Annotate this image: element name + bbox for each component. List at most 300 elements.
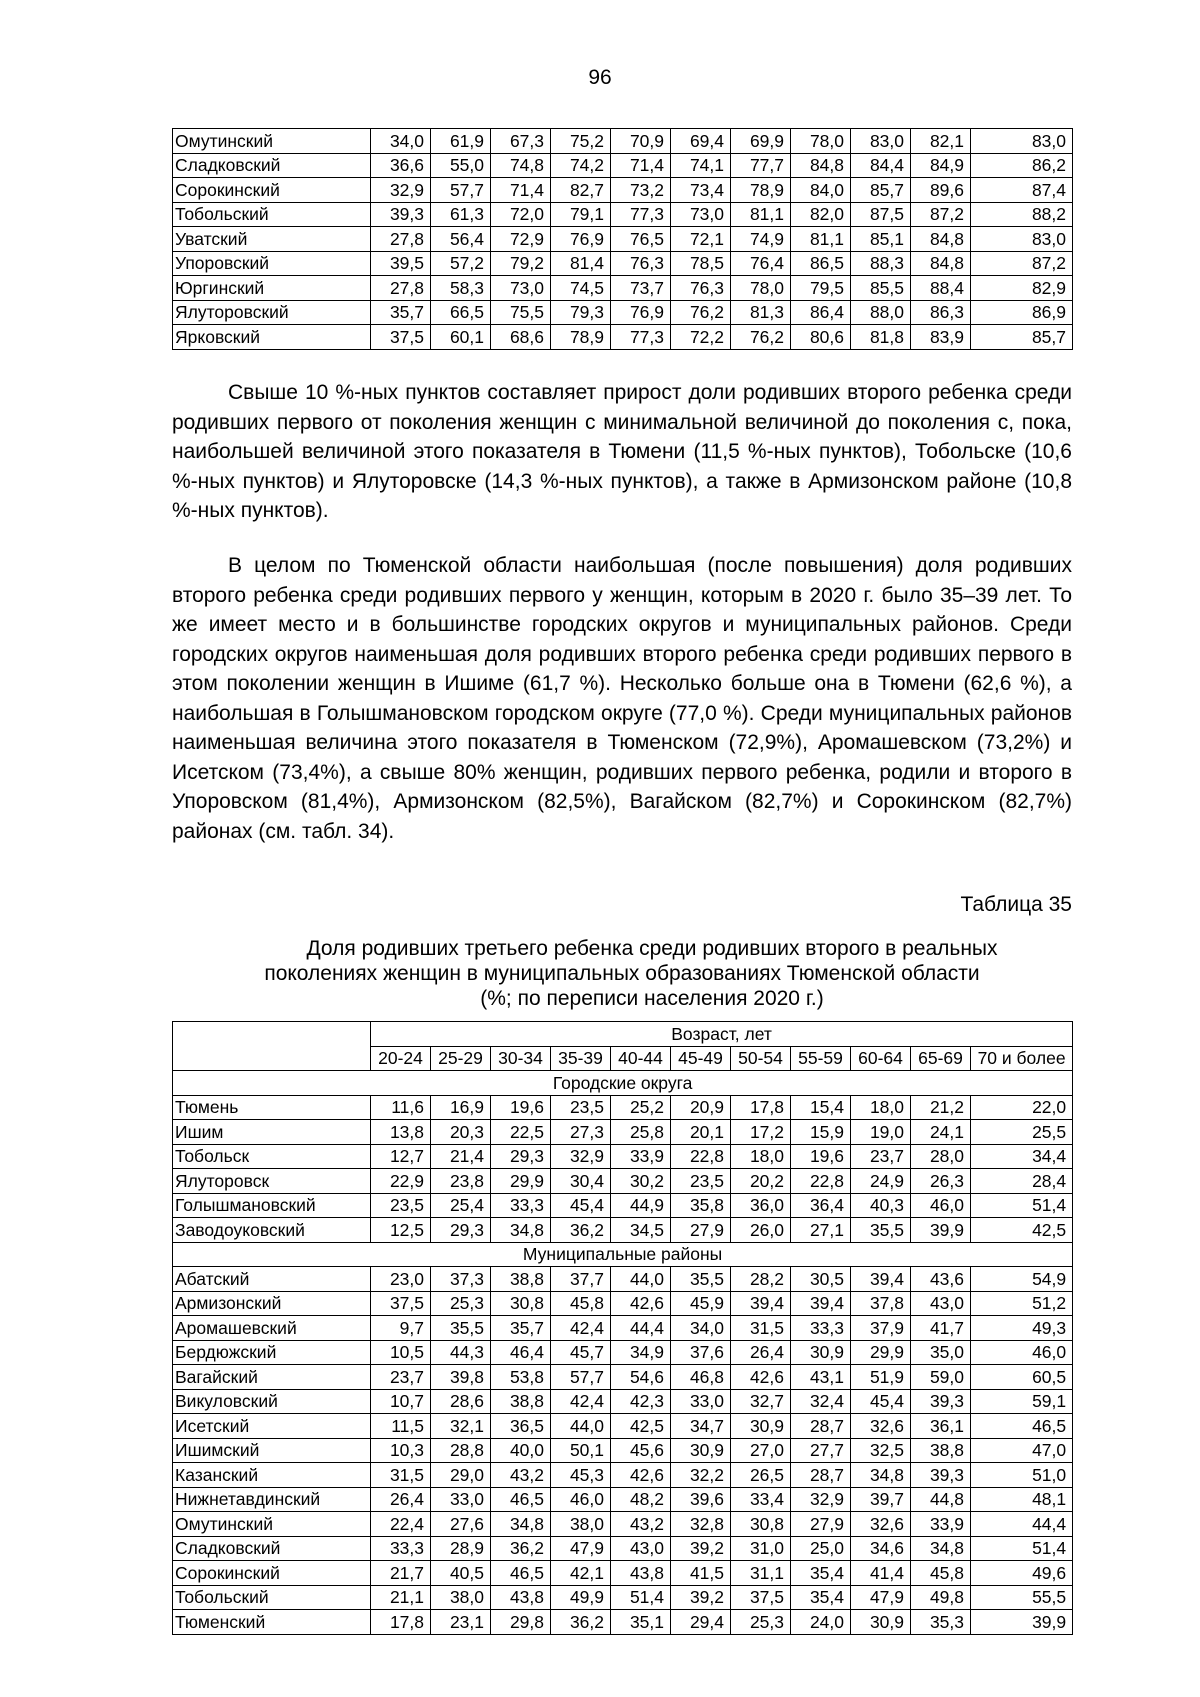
value-cell: 31,1 [731,1561,791,1586]
value-cell: 40,0 [491,1438,551,1463]
value-cell: 48,2 [611,1487,671,1512]
table-row [173,1561,1073,1586]
value-cell: 49,8 [911,1585,971,1610]
value-cell: 45,9 [671,1291,731,1316]
value-cell: 51,0 [971,1463,1073,1488]
value-cell: 39,8 [431,1365,491,1390]
value-cell: 36,0 [731,1193,791,1218]
value-cell: 72,0 [491,202,551,227]
value-cell: 43,8 [491,1585,551,1610]
value-cell: 37,6 [671,1340,731,1365]
value-cell: 44,9 [611,1193,671,1218]
value-cell: 74,8 [491,153,551,178]
value-cell: 33,3 [791,1316,851,1341]
value-cell: 28,7 [791,1463,851,1488]
table-row [173,276,1073,301]
value-cell: 76,3 [671,276,731,301]
value-cell: 30,4 [551,1169,611,1194]
row-label: Ялуторовский [173,300,371,325]
table-row [173,1267,1073,1292]
column-header: 60-64 [851,1046,911,1071]
value-cell: 22,5 [491,1120,551,1145]
column-header: 70 и более [971,1046,1073,1071]
column-header: 65-69 [911,1046,971,1071]
column-header: 25-29 [431,1046,491,1071]
value-cell: 51,9 [851,1365,911,1390]
value-cell: 25,8 [611,1120,671,1145]
value-cell: 32,5 [851,1438,911,1463]
value-cell: 77,7 [731,153,791,178]
value-cell: 86,2 [971,153,1073,178]
value-cell: 46,0 [911,1193,971,1218]
value-cell: 32,4 [791,1389,851,1414]
value-cell: 28,4 [971,1169,1073,1194]
value-cell: 33,3 [371,1536,431,1561]
value-cell: 73,2 [611,178,671,203]
table-row [173,1512,1073,1537]
value-cell: 33,0 [431,1487,491,1512]
value-cell: 11,6 [371,1095,431,1120]
value-cell: 37,5 [371,325,431,350]
value-cell: 34,8 [491,1512,551,1537]
value-cell: 84,0 [791,178,851,203]
value-cell: 46,5 [971,1414,1073,1439]
value-cell: 35,5 [851,1218,911,1243]
value-cell: 49,3 [971,1316,1073,1341]
value-cell: 39,2 [671,1585,731,1610]
value-cell: 20,2 [731,1169,791,1194]
value-cell: 83,0 [851,129,911,154]
section-row [173,1242,1073,1267]
value-cell: 85,7 [971,325,1073,350]
value-cell: 24,0 [791,1610,851,1635]
value-cell: 23,5 [671,1169,731,1194]
value-cell: 46,4 [491,1340,551,1365]
value-cell: 42,6 [611,1463,671,1488]
value-cell: 39,3 [911,1463,971,1488]
value-cell: 44,0 [611,1267,671,1292]
value-cell: 88,0 [851,300,911,325]
table-row [173,300,1073,325]
value-cell: 32,9 [791,1487,851,1512]
value-cell: 60,1 [431,325,491,350]
value-cell: 19,6 [491,1095,551,1120]
value-cell: 44,4 [971,1512,1073,1537]
value-cell: 20,9 [671,1095,731,1120]
value-cell: 84,8 [911,227,971,252]
value-cell: 36,2 [551,1218,611,1243]
value-cell: 39,5 [371,251,431,276]
row-label: Сорокинский [173,1561,371,1586]
column-header: 40-44 [611,1046,671,1071]
value-cell: 30,5 [791,1267,851,1292]
table-row [173,1120,1073,1145]
value-cell: 15,9 [791,1120,851,1145]
value-cell: 57,7 [431,178,491,203]
value-cell: 88,3 [851,251,911,276]
value-cell: 27,9 [671,1218,731,1243]
value-cell: 42,1 [551,1561,611,1586]
value-cell: 45,8 [911,1561,971,1586]
value-cell: 38,0 [551,1512,611,1537]
table-row [173,1389,1073,1414]
value-cell: 45,8 [551,1291,611,1316]
value-cell: 34,8 [911,1536,971,1561]
value-cell: 27,3 [551,1120,611,1145]
value-cell: 18,0 [731,1144,791,1169]
value-cell: 29,3 [431,1218,491,1243]
value-cell: 27,6 [431,1512,491,1537]
value-cell: 59,0 [911,1365,971,1390]
value-cell: 43,0 [611,1536,671,1561]
value-cell: 38,8 [491,1267,551,1292]
value-cell: 22,0 [971,1095,1073,1120]
value-cell: 67,3 [491,129,551,154]
value-cell: 84,8 [791,153,851,178]
value-cell: 33,0 [671,1389,731,1414]
value-cell: 43,1 [791,1365,851,1390]
value-cell: 45,7 [551,1340,611,1365]
value-cell: 46,0 [971,1340,1073,1365]
value-cell: 84,9 [911,153,971,178]
value-cell: 22,4 [371,1512,431,1537]
row-label: Аромашевский [173,1316,371,1341]
table-row [173,1487,1073,1512]
value-cell: 43,2 [491,1463,551,1488]
value-cell: 61,3 [431,202,491,227]
value-cell: 86,4 [791,300,851,325]
value-cell: 26,5 [731,1463,791,1488]
value-cell: 12,7 [371,1144,431,1169]
value-cell: 25,5 [971,1120,1073,1145]
value-cell: 74,5 [551,276,611,301]
value-cell: 34,0 [371,129,431,154]
value-cell: 27,8 [371,227,431,252]
section-heading: Муниципальные районы [173,1242,1073,1267]
value-cell: 60,5 [971,1365,1073,1390]
row-label: Заводоуковский [173,1218,371,1243]
value-cell: 34,8 [851,1463,911,1488]
value-cell: 16,9 [431,1095,491,1120]
value-cell: 73,0 [491,276,551,301]
value-cell: 25,3 [731,1610,791,1635]
value-cell: 35,7 [371,300,431,325]
value-cell: 42,5 [971,1218,1073,1243]
value-cell: 35,5 [671,1267,731,1292]
table-row [173,1095,1073,1120]
value-cell: 79,1 [551,202,611,227]
table-row [173,1414,1073,1439]
value-cell: 27,8 [371,276,431,301]
table-row [173,325,1073,350]
value-cell: 39,4 [791,1291,851,1316]
value-cell: 29,8 [491,1610,551,1635]
value-cell: 78,0 [791,129,851,154]
value-cell: 37,5 [371,1291,431,1316]
value-cell: 17,8 [731,1095,791,1120]
value-cell: 83,9 [911,325,971,350]
table-row [173,1291,1073,1316]
value-cell: 23,5 [371,1193,431,1218]
value-cell: 70,9 [611,129,671,154]
value-cell: 34,9 [611,1340,671,1365]
value-cell: 80,6 [791,325,851,350]
value-cell: 50,1 [551,1438,611,1463]
value-cell: 45,3 [551,1463,611,1488]
value-cell: 33,9 [911,1512,971,1537]
value-cell: 34,4 [971,1144,1073,1169]
value-cell: 26,4 [371,1487,431,1512]
value-cell: 22,8 [671,1144,731,1169]
value-cell: 26,0 [731,1218,791,1243]
value-cell: 45,4 [551,1193,611,1218]
value-cell: 27,7 [791,1438,851,1463]
value-cell: 38,8 [911,1438,971,1463]
row-label: Упоровский [173,251,371,276]
value-cell: 42,4 [551,1316,611,1341]
value-cell: 42,5 [611,1414,671,1439]
table-row [173,251,1073,276]
value-cell: 82,1 [911,129,971,154]
value-cell: 49,9 [551,1585,611,1610]
value-cell: 66,5 [431,300,491,325]
value-cell: 81,1 [791,227,851,252]
value-cell: 47,9 [851,1585,911,1610]
value-cell: 88,4 [911,276,971,301]
value-cell: 46,8 [671,1365,731,1390]
value-cell: 30,9 [671,1438,731,1463]
value-cell: 84,4 [851,153,911,178]
value-cell: 42,3 [611,1389,671,1414]
value-cell: 54,9 [971,1267,1073,1292]
section-row [173,1071,1073,1096]
value-cell: 58,3 [431,276,491,301]
value-cell: 26,4 [731,1340,791,1365]
value-cell: 32,1 [431,1414,491,1439]
table-34-continued [172,128,1073,350]
value-cell: 10,5 [371,1340,431,1365]
table-row [173,1585,1073,1610]
value-cell: 24,1 [911,1120,971,1145]
value-cell: 48,1 [971,1487,1073,1512]
value-cell: 74,1 [671,153,731,178]
value-cell: 35,7 [491,1316,551,1341]
value-cell: 86,3 [911,300,971,325]
value-cell: 11,5 [371,1414,431,1439]
table-row [173,1536,1073,1561]
value-cell: 41,4 [851,1561,911,1586]
table-35-label: Таблица 35 [960,893,1072,916]
value-cell: 42,6 [611,1291,671,1316]
table-row [173,129,1073,154]
value-cell: 84,8 [911,251,971,276]
table-35-header-group-row [173,1022,1073,1047]
row-label: Ишим [173,1120,371,1145]
value-cell: 43,0 [911,1291,971,1316]
value-cell: 32,8 [671,1512,731,1537]
value-cell: 15,4 [791,1095,851,1120]
table-row [173,1610,1073,1635]
value-cell: 28,6 [431,1389,491,1414]
row-label: Исетский [173,1414,371,1439]
paragraph-overall-text: В целом по Тюменской области наибольшая (после повышения) доля родивших второго ребенка среди родивших первого у женщин, которым в 2020 г. было 35–39 лет. То же имеет место и в большинстве городских округов и муниципальных районов. Среди городских округов наименьшая доля родивших второго ребенка среди родивших первого в этом поколении женщин в Ишиме (61,7 %). Несколько больше она в Тюмени (62,6 %), а наибольшая в Голышмановском городском округе (77,0 %). Среди муниципальных районов наименьшая величина этого показателя в Тюменском (72,9%), Аромашевском (73,2%) и Исетском (73,4%), а свыше 80% женщин, родивших первого ребенка, родили и второго в Упоровском (81,4%), Армизонском (82,5%), Вагайском (82,7%) и Сорокинском (82,7%) районах (см. табл. 34). [172,554,1072,843]
value-cell: 85,1 [851,227,911,252]
value-cell: 27,9 [791,1512,851,1537]
value-cell: 37,7 [551,1267,611,1292]
value-cell: 77,3 [611,202,671,227]
value-cell: 81,4 [551,251,611,276]
section-heading: Городские округа [173,1071,1073,1096]
value-cell: 42,6 [731,1365,791,1390]
value-cell: 30,2 [611,1169,671,1194]
table-35-title-line-2: поколениях женщин в муниципальных образованиях Тюменской области [264,962,980,985]
value-cell: 57,7 [551,1365,611,1390]
value-cell: 39,3 [371,202,431,227]
value-cell: 51,4 [971,1193,1073,1218]
row-label: Ишимский [173,1438,371,1463]
value-cell: 20,3 [431,1120,491,1145]
value-cell: 89,6 [911,178,971,203]
value-cell: 35,3 [911,1610,971,1635]
value-cell: 25,4 [431,1193,491,1218]
value-cell: 22,8 [791,1169,851,1194]
table-row [173,1340,1073,1365]
row-label: Ялуторовск [173,1169,371,1194]
value-cell: 51,2 [971,1291,1073,1316]
value-cell: 46,5 [491,1561,551,1586]
value-cell: 40,5 [431,1561,491,1586]
value-cell: 76,2 [731,325,791,350]
value-cell: 33,4 [731,1487,791,1512]
column-header: 30-34 [491,1046,551,1071]
value-cell: 9,7 [371,1316,431,1341]
value-cell: 39,2 [671,1536,731,1561]
row-label: Тюмень [173,1095,371,1120]
value-cell: 25,0 [791,1536,851,1561]
value-cell: 79,2 [491,251,551,276]
row-label: Сладковский [173,1536,371,1561]
row-label: Абатский [173,1267,371,1292]
value-cell: 28,9 [431,1536,491,1561]
value-cell: 31,5 [731,1316,791,1341]
value-cell: 53,8 [491,1365,551,1390]
value-cell: 25,3 [431,1291,491,1316]
value-cell: 72,2 [671,325,731,350]
value-cell: 37,9 [851,1316,911,1341]
value-cell: 55,5 [971,1585,1073,1610]
value-cell: 35,8 [671,1193,731,1218]
value-cell: 82,7 [551,178,611,203]
value-cell: 26,3 [911,1169,971,1194]
row-label: Армизонский [173,1291,371,1316]
value-cell: 12,5 [371,1218,431,1243]
value-cell: 77,3 [611,325,671,350]
row-label: Уватский [173,227,371,252]
value-cell: 38,0 [431,1585,491,1610]
value-cell: 43,6 [911,1267,971,1292]
value-cell: 76,4 [731,251,791,276]
value-cell: 30,9 [731,1414,791,1439]
value-cell: 35,4 [791,1561,851,1586]
value-cell: 54,6 [611,1365,671,1390]
value-cell: 75,2 [551,129,611,154]
value-cell: 19,0 [851,1120,911,1145]
value-cell: 32,6 [851,1512,911,1537]
value-cell: 23,7 [371,1365,431,1390]
value-cell: 59,1 [971,1389,1073,1414]
row-label: Нижнетавдинский [173,1487,371,1512]
row-label: Омутинский [173,1512,371,1537]
row-label: Юргинский [173,276,371,301]
paragraph-growth-text: Свыше 10 %-ных пунктов составляет прирост доли родивших второго ребенка среди родивших первого от поколения женщин с минимальной величиной до поколения с, пока, наибольшей величиной этого показателя в Тюмени (11,5 %-ных пунктов), Тобольске (10,6 %-ных пунктов) и Ялуторовске (14,3 %-ных пунктов), а также в Армизонском районе (10,8 %-ных пунктов). [172,381,1072,522]
value-cell: 17,8 [371,1610,431,1635]
row-label: Тобольск [173,1144,371,1169]
row-label: Голышмановский [173,1193,371,1218]
value-cell: 44,4 [611,1316,671,1341]
value-cell: 19,6 [791,1144,851,1169]
table-row [173,153,1073,178]
value-cell: 39,7 [851,1487,911,1512]
table-35-title-line-1: Доля родивших третьего ребенка среди родивших второго в реальных [306,937,998,960]
value-cell: 73,4 [671,178,731,203]
column-header: 20-24 [371,1046,431,1071]
table-row [173,1193,1073,1218]
value-cell: 71,4 [491,178,551,203]
value-cell: 72,9 [491,227,551,252]
value-cell: 39,4 [851,1267,911,1292]
value-cell: 88,2 [971,202,1073,227]
value-cell: 82,0 [791,202,851,227]
value-cell: 27,0 [731,1438,791,1463]
value-cell: 32,9 [371,178,431,203]
row-label: Тобольский [173,202,371,227]
value-cell: 74,9 [731,227,791,252]
value-cell: 81,3 [731,300,791,325]
value-cell: 35,4 [791,1585,851,1610]
value-cell: 45,6 [611,1438,671,1463]
row-label: Вагайский [173,1365,371,1390]
column-header: 45-49 [671,1046,731,1071]
value-cell: 28,8 [431,1438,491,1463]
value-cell: 35,5 [431,1316,491,1341]
value-cell: 23,5 [551,1095,611,1120]
value-cell: 76,3 [611,251,671,276]
value-cell: 47,9 [551,1536,611,1561]
value-cell: 72,1 [671,227,731,252]
value-cell: 36,2 [551,1610,611,1635]
value-cell: 34,6 [851,1536,911,1561]
value-cell: 40,3 [851,1193,911,1218]
value-cell: 41,5 [671,1561,731,1586]
value-cell: 34,7 [671,1414,731,1439]
value-cell: 27,1 [791,1218,851,1243]
value-cell: 86,5 [791,251,851,276]
table-row [173,1169,1073,1194]
row-label: Сорокинский [173,178,371,203]
value-cell: 51,4 [971,1536,1073,1561]
table-35-header-group: Возраст, лет [371,1022,1073,1047]
value-cell: 28,2 [731,1267,791,1292]
value-cell: 37,5 [731,1585,791,1610]
value-cell: 31,5 [371,1463,431,1488]
row-label: Бердюжский [173,1340,371,1365]
value-cell: 73,7 [611,276,671,301]
value-cell: 32,2 [671,1463,731,1488]
value-cell: 23,8 [431,1169,491,1194]
paragraph-overall [172,551,1072,846]
value-cell: 36,4 [791,1193,851,1218]
value-cell: 55,0 [431,153,491,178]
